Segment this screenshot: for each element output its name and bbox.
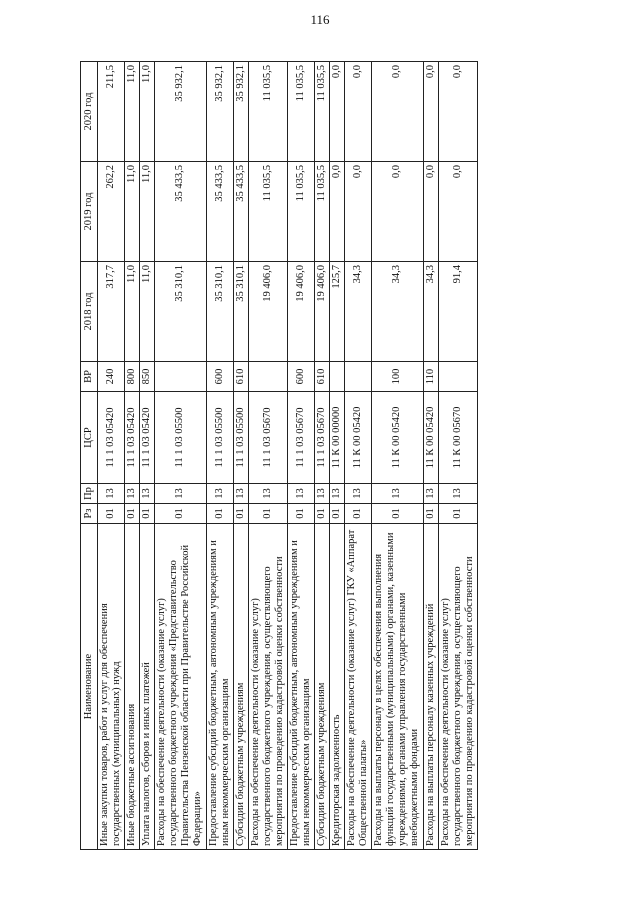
cell-name: Уплата налогов, сборов и иных платежей [140, 524, 155, 850]
cell-2018: 317,7 [98, 262, 125, 362]
cell-2018: 34,3 [423, 262, 438, 362]
cell-pr: 13 [345, 484, 372, 504]
cell-2019: 11 035,5 [248, 162, 287, 262]
cell-pr: 13 [98, 484, 125, 504]
cell-name: Субсидии бюджетным учреждениям [233, 524, 248, 850]
cell-rz: 01 [155, 504, 206, 524]
table-header [81, 62, 98, 850]
cell-pr: 13 [125, 484, 140, 504]
cell-2018: 125,7 [330, 262, 345, 362]
cell-rz: 01 [423, 504, 438, 524]
header-csr: ЦСР [81, 392, 98, 484]
cell-name: Расходы на обеспечение деятельности (оказание услуг) ГКУ «Аппарат Общественной палаты» [345, 524, 372, 850]
cell-pr: 13 [248, 484, 287, 504]
cell-csr: 11 1 03 05670 [287, 392, 314, 484]
cell-pr: 13 [438, 484, 477, 504]
cell-csr: 11 К 00 00000 [330, 392, 345, 484]
cell-vr [248, 362, 287, 392]
cell-2020: 11 035,5 [287, 62, 314, 162]
table-row [423, 62, 438, 850]
cell-rz: 01 [98, 504, 125, 524]
cell-csr: 11 1 03 05420 [98, 392, 125, 484]
budget-table [80, 61, 478, 850]
cell-2020: 11 035,5 [248, 62, 287, 162]
header-vr: ВР [81, 362, 98, 392]
cell-pr: 13 [206, 484, 233, 504]
cell-pr: 13 [372, 484, 423, 504]
cell-2020: 0,0 [372, 62, 423, 162]
cell-2020: 35 932,1 [206, 62, 233, 162]
cell-rz: 01 [233, 504, 248, 524]
table-row [248, 62, 287, 850]
cell-2019: 35 433,5 [206, 162, 233, 262]
cell-csr: 11 1 03 05420 [125, 392, 140, 484]
cell-pr: 13 [155, 484, 206, 504]
cell-csr: 11 1 03 05670 [315, 392, 330, 484]
cell-2019: 0,0 [372, 162, 423, 262]
cell-rz: 01 [438, 504, 477, 524]
cell-2020: 11,0 [140, 62, 155, 162]
cell-vr: 600 [287, 362, 314, 392]
cell-name: Предоставление субсидий бюджетным, автономным учреждениям и иным некоммерческим организациям [287, 524, 314, 850]
cell-2018: 19 406,0 [248, 262, 287, 362]
cell-2020: 35 932,1 [233, 62, 248, 162]
cell-vr [438, 362, 477, 392]
table-row [345, 62, 372, 850]
cell-rz: 01 [125, 504, 140, 524]
cell-vr: 110 [423, 362, 438, 392]
cell-2018: 35 310,1 [206, 262, 233, 362]
cell-vr: 610 [315, 362, 330, 392]
cell-2018: 35 310,1 [155, 262, 206, 362]
cell-2018: 19 406,0 [287, 262, 314, 362]
cell-csr: 11 К 00 05420 [423, 392, 438, 484]
cell-2018: 34,3 [345, 262, 372, 362]
table-row [140, 62, 155, 850]
cell-rz: 01 [345, 504, 372, 524]
cell-2018: 35 310,1 [233, 262, 248, 362]
cell-2020: 0,0 [345, 62, 372, 162]
cell-2020: 11,0 [125, 62, 140, 162]
cell-2019: 0,0 [330, 162, 345, 262]
cell-pr: 13 [423, 484, 438, 504]
cell-2020: 11 035,5 [315, 62, 330, 162]
table-row [287, 62, 314, 850]
cell-2020: 35 932,1 [155, 62, 206, 162]
cell-vr [330, 362, 345, 392]
cell-pr: 13 [233, 484, 248, 504]
cell-2018: 34,3 [372, 262, 423, 362]
cell-vr: 600 [206, 362, 233, 392]
cell-name: Расходы на выплаты персоналу в целях обеспечения выполнения функций государственными (муниципальными) органами, казенными учреждениями, органами управления государственными внебюджетными фондами [372, 524, 423, 850]
cell-rz: 01 [372, 504, 423, 524]
table-row [315, 62, 330, 850]
cell-name: Предоставление субсидий бюджетным, автономным учреждениям и иным некоммерческим организациям [206, 524, 233, 850]
page-number: 116 [310, 12, 330, 27]
table-row [206, 62, 233, 850]
header-2020: 2020 год [81, 62, 98, 162]
cell-name: Расходы на выплаты персоналу казенных учреждений [423, 524, 438, 850]
cell-vr: 240 [98, 362, 125, 392]
cell-rz: 01 [206, 504, 233, 524]
cell-vr [345, 362, 372, 392]
cell-2018: 11,0 [125, 262, 140, 362]
cell-2019: 11,0 [125, 162, 140, 262]
cell-csr: 11 1 03 05420 [140, 392, 155, 484]
cell-2019: 35 433,5 [155, 162, 206, 262]
cell-name: Кредиторская задолженность [330, 524, 345, 850]
cell-csr: 11 1 03 05500 [206, 392, 233, 484]
cell-2019: 262,2 [98, 162, 125, 262]
cell-2018: 11,0 [140, 262, 155, 362]
cell-vr: 800 [125, 362, 140, 392]
cell-csr: 11 К 00 05420 [372, 392, 423, 484]
cell-pr: 13 [330, 484, 345, 504]
header-row [81, 62, 98, 850]
cell-rz: 01 [287, 504, 314, 524]
cell-2018: 91,4 [438, 262, 477, 362]
cell-pr: 13 [287, 484, 314, 504]
cell-2019: 0,0 [423, 162, 438, 262]
cell-2018: 19 406,0 [315, 262, 330, 362]
cell-rz: 01 [315, 504, 330, 524]
cell-vr [155, 362, 206, 392]
cell-csr: 11 К 00 05420 [345, 392, 372, 484]
cell-name: Иные закупки товаров, работ и услуг для обеспечения государственных (муниципальных) нужд [98, 524, 125, 850]
cell-2020: 0,0 [423, 62, 438, 162]
table-row [438, 62, 477, 850]
cell-csr: 11 1 03 05670 [248, 392, 287, 484]
cell-2019: 11 035,5 [287, 162, 314, 262]
cell-pr: 13 [140, 484, 155, 504]
header-pr: Пр [81, 484, 98, 504]
table-body [98, 62, 478, 850]
header-2019: 2019 год [81, 162, 98, 262]
cell-csr: 11 1 03 05500 [233, 392, 248, 484]
cell-2019: 0,0 [438, 162, 477, 262]
header-name: Наименование [81, 524, 98, 850]
cell-name: Иные бюджетные ассигнования [125, 524, 140, 850]
table-row [155, 62, 206, 850]
cell-vr: 100 [372, 362, 423, 392]
cell-csr: 11 К 00 05670 [438, 392, 477, 484]
cell-name: Расходы на обеспечение деятельности (оказание услуг) государственного бюджетного учреждения, осуществляющего мероприятия по проведению кадастровой оценки собственности [438, 524, 477, 850]
cell-2019: 0,0 [345, 162, 372, 262]
table-row [372, 62, 423, 850]
cell-2019: 11,0 [140, 162, 155, 262]
cell-rz: 01 [330, 504, 345, 524]
cell-name: Субсидии бюджетным учреждениям [315, 524, 330, 850]
cell-vr: 610 [233, 362, 248, 392]
cell-2020: 211,5 [98, 62, 125, 162]
cell-2019: 11 035,5 [315, 162, 330, 262]
cell-vr: 850 [140, 362, 155, 392]
header-rz: Рз [81, 504, 98, 524]
cell-csr: 11 1 03 05500 [155, 392, 206, 484]
cell-rz: 01 [248, 504, 287, 524]
cell-name: Расходы на обеспечение деятельности (оказание услуг) государственного бюджетного учреждения, осуществляющего мероприятия по проведению кадастровой оценки собственности [248, 524, 287, 850]
cell-2019: 35 433,5 [233, 162, 248, 262]
cell-pr: 13 [315, 484, 330, 504]
header-2018: 2018 год [81, 262, 98, 362]
table-row [125, 62, 140, 850]
rotated-table-container [80, 62, 562, 850]
table-row [330, 62, 345, 850]
cell-name: Расходы на обеспечение деятельности (оказание услуг) государственного бюджетного учреждения «Представительство Правительства Пензенской области при Правительстве Российской Федерации» [155, 524, 206, 850]
cell-2020: 0,0 [330, 62, 345, 162]
table-row [233, 62, 248, 850]
table-row [98, 62, 125, 850]
cell-rz: 01 [140, 504, 155, 524]
cell-2020: 0,0 [438, 62, 477, 162]
